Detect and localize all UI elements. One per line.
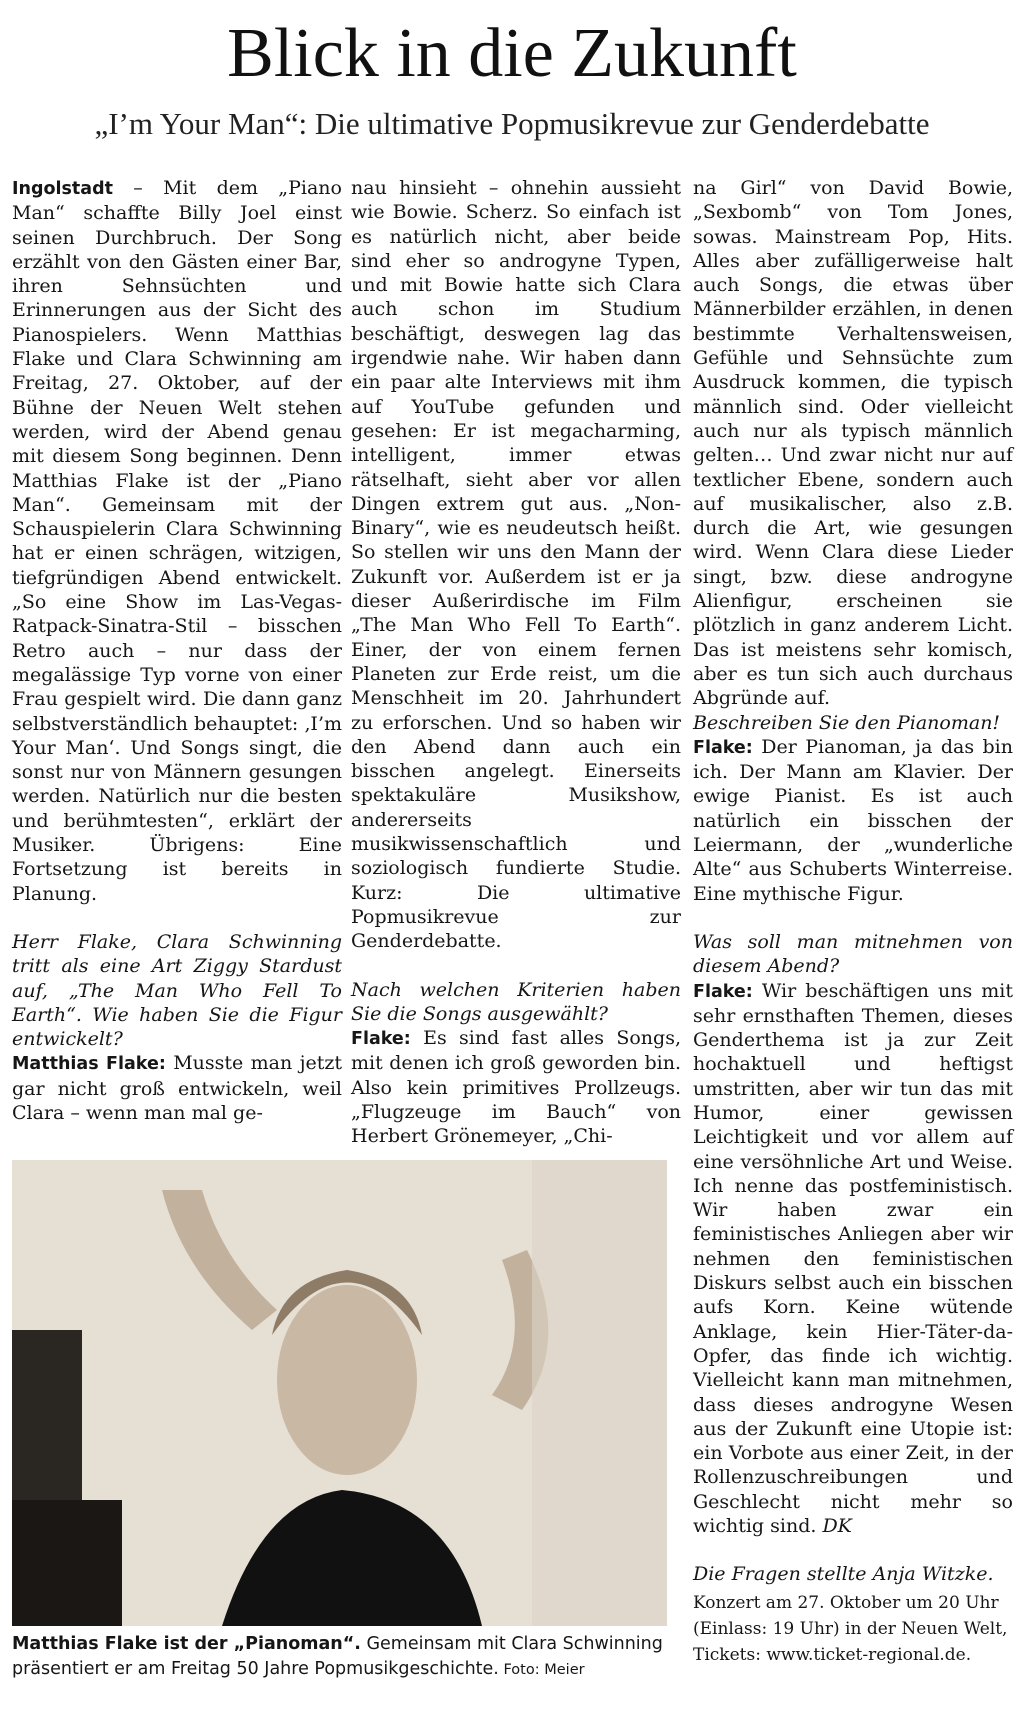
headline: Blick in die Zukunft	[227, 15, 797, 92]
photo-wall	[532, 1160, 667, 1626]
concert-line: (Einlass: 19 Uhr) in der Neuen Welt,	[693, 1619, 1008, 1639]
photo-illustration	[12, 1160, 667, 1626]
answer-text: Es sind fast alles Songs, mit denen ich groß geworden bin. Also kein primitives Prollzeugs. „Flugzeuge im Bauch“ von Herbert Grönemeyer, „Chi-	[351, 1027, 681, 1148]
question-4: Was soll man mitnehmen von diesem Abend?	[693, 930, 1013, 978]
speaker-label: Flake:	[351, 1029, 411, 1050]
answer-2-continued: na Girl“ von David Bowie, „Sexbomb“ von Tom Jones, sowas. Mainstream Pop, Hits. Alles aber zufälligerweise halt auch Songs, die etwas über Männerbilder erzählen, in denen bestimmte Verhaltensweisen, Gefühle und Sehnsüchte zum Ausdruck kommen, die typisch männlich sind. Oder vielleicht auch nur als typisch männlich gelten… Und zwar nicht nur auf textlicher Ebene, sondern auch auf musikalischer, also z.B. durch die Art, wie gesungen wird. Wenn Clara diese Lieder singt, bzw. diese androgyne Alienfigur, erscheinen sie plötzlich in ganz anderem Licht. Das ist meistens sehr komisch, aber es tun sich auch durchaus Abgründe auf.	[693, 177, 1013, 710]
piano-keys-shadow	[12, 1500, 122, 1626]
photo-caption	[12, 1632, 672, 1683]
answer-1-continued: nau hinsieht – ohnehin aussieht wie Bowie. Scherz. So einfach ist es natürlich nicht, aber beide sind eher so androgyne Typen, und mit Bowie hatte sich Clara auch schon im Studium beschäftigt, deswegen lag das irgendwie nahe. Wir haben dann ein paar alte Interviews mit ihm auf YouTube gefunden und gesehen: Er ist megacharming, intelligent, immer etwas rätselhaft, sieht aber vor allen Dingen extrem gut aus. „Non-Binary“, wie es neudeutsch heißt. So stellen wir uns den Mann der Zukunft vor. Außerdem ist er ja dieser Außerirdische im Film „The Man Who Fell To Earth“. Einer, der von einem fernen Planeten zur Erde reist, um die Menschheit im 20. Jahrhundert zu erforschen. Und so haben wir den Abend dann auch ein bisschen angelegt. Einerseits spektakuläre Musikshow, andererseits musikwissenschaftlich und soziologisch fundierte Studie. Kurz: Die ultimative Popmusikrevue zur Genderdebatte.	[351, 177, 681, 953]
speaker-label: Matthias Flake:	[12, 1054, 166, 1075]
concert-line: Tickets: www.ticket-regional.de.	[693, 1645, 972, 1665]
interviewer-credit: Die Fragen stellte Anja Witzke.	[693, 1563, 994, 1586]
question-1: Herr Flake, Clara Schwinning tritt als eine Art Ziggy Stardust auf, „The Man Who Fell To Earth“. Wie haben Sie die Figur entwickelt?	[12, 930, 342, 1051]
caption-lead: Matthias Flake ist der „Pianoman“.	[12, 1634, 361, 1654]
caption-text: Gemeinsam mit Clara Schwinning präsentiert er am Freitag 50 Jahre Popmusikgeschichte.	[12, 1634, 663, 1679]
question-3: Beschreiben Sie den Pianoman!	[693, 711, 1001, 734]
article-photo	[12, 1160, 667, 1626]
intro-text: – Mit dem „Piano Man“ schaffte Billy Joel einst seinen Durchbruch. Der Song erzählt von den Gästen einer Bar, ihren Sehnsüchten und Erinnerungen aus der Sicht des Pianospielers. Wenn Matthias Flake und Clara Schwinning am Freitag, 27. Oktober, auf der Bühne der Neuen Welt stehen werden, wird der Abend genau mit diesem Song beginnen. Denn Matthias Flake ist der „Piano Man“. Gemeinsam mit der Schauspielerin Clara Schwinning hat er einen schrägen, witzigen, tiefgründigen Abend entwickelt. „So eine Show im Las-Vegas-Ratpack-Sinatra-Stil – bisschen Retro auch – nur dass der megalässige Typ vorne von einer Frau gespielt wird. Die dann ganz selbstverständlich behauptet: ‚I’m Your Man‘. Und Songs singt, die sonst nur von Männern gesungen werden. Natürlich nur die besten und berühmtesten“, erklärt der Musiker. Übrigens: Eine Fortsetzung ist bereits in Planung.	[12, 177, 342, 905]
speaker-label: Flake:	[693, 737, 753, 758]
person-face	[277, 1285, 417, 1475]
article-column-3	[693, 176, 1013, 1587]
article-column-1	[12, 176, 342, 1125]
author-initials: DK	[822, 1515, 852, 1538]
answer-3	[693, 735, 1013, 906]
answer-text: Musste man jetzt gar nicht groß entwickeln, weil Clara – wenn man mal ge-	[12, 1052, 343, 1124]
speaker-label: Flake:	[693, 981, 753, 1002]
answer-text: Wir beschäftigen uns mit sehr ernsthaften Themen, dieses Genderthema ist ja zur Zeit hochaktuell und heftigst umstritten, aber wir tun das mit Humor, einer gewissen Leichtigkeit und vor allem auf eine versöhnliche Art und Weise. Ich nenne das postfeministisch. Wir haben zwar ein feministisches Anliegen aber wir nehmen den feministischen Diskurs selbst auch ein bisschen aufs Korn. Keine wütende Anklage, kein Hier-Täter-da-Opfer, das finde ich wichtig. Vielleicht kann man mitnehmen, dass dieses androgyne Wesen aus der Zukunft eine Utopie ist: ein Vorbote aus einer Zeit, in der Rollenzuschreibungen und Geschlecht nicht mehr so wichtig sind.	[693, 979, 1013, 1538]
concert-info	[693, 1590, 1013, 1668]
subline: „I’m Your Man“: Die ultimative Popmusikrevue zur Genderdebatte	[94, 106, 930, 141]
answer-text: Der Pianoman, ja das bin ich. Der Mann am Klavier. Der ewige Pianist. Es ist auch natürlich ein bisschen der Leiermann, der „wunderliche Alte“ aus Schuberts Winterreise. Eine mythische Figur.	[693, 735, 1013, 905]
answer-2-start	[351, 1026, 681, 1148]
concert-line: Konzert am 27. Oktober um 20 Uhr	[693, 1593, 999, 1613]
question-2: Nach welchen Kriterien haben Sie die Songs ausgewählt?	[351, 978, 681, 1025]
photo-credit: Foto: Meier	[498, 1662, 585, 1678]
dateline-location: Ingolstadt	[12, 179, 114, 199]
intro-paragraph	[12, 176, 342, 906]
answer-4	[693, 979, 1013, 1539]
article-column-2	[351, 176, 681, 1149]
answer-1-start	[12, 1051, 342, 1125]
